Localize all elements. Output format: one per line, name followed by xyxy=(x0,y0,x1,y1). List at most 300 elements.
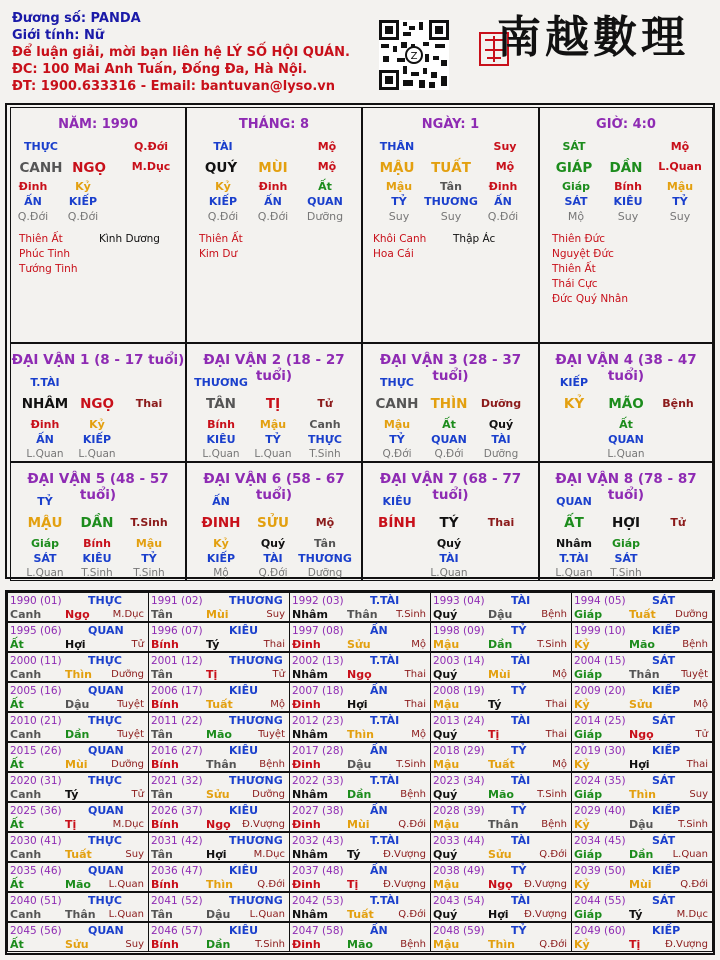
year-chi: Mão xyxy=(629,638,655,651)
year-label: 1990 (01) xyxy=(10,595,62,607)
year-cell xyxy=(430,892,572,922)
year-cell xyxy=(7,922,149,952)
pillar-chi-state: M.Dục xyxy=(131,160,171,173)
hidden-can: Mậu xyxy=(383,418,411,431)
dai-van-state: T.Sinh xyxy=(130,516,168,529)
year-state: Đ.Vượng xyxy=(524,909,567,920)
year-can: Quý xyxy=(433,668,458,681)
year-god: T.TÀI xyxy=(370,714,400,727)
year-god: KIÊU xyxy=(229,684,259,697)
hidden-can: Kỷ xyxy=(213,537,229,550)
year-line-2 xyxy=(10,668,146,682)
year-god: TÀI xyxy=(511,774,531,787)
year-label: 2048 (59) xyxy=(433,925,485,937)
year-label: 1996 (07) xyxy=(151,625,203,637)
year-god: THƯƠNG xyxy=(229,774,283,787)
year-god: KIẾP xyxy=(652,624,681,637)
year-god: TÀI xyxy=(511,654,531,667)
dai-van-chi: DẦN xyxy=(80,515,114,531)
pillar-chi-state: L.Quan xyxy=(658,160,702,173)
year-state: Đ.Vượng xyxy=(665,939,708,950)
pillar-can: GIÁP xyxy=(555,160,593,176)
year-chi: Thân xyxy=(629,668,660,681)
year-chi: Ngọ xyxy=(488,878,513,891)
year-line-1 xyxy=(574,684,710,698)
hidden-god: ẤN xyxy=(264,195,282,208)
year-state: Q.Đới xyxy=(680,879,708,890)
hidden-god: THƯƠNG xyxy=(298,552,352,565)
year-cell xyxy=(148,742,290,772)
dai-van-state: Tử xyxy=(670,516,686,529)
year-state: L.Quan xyxy=(108,909,144,920)
year-line-1 xyxy=(433,744,569,758)
year-god: THƯƠNG xyxy=(229,594,283,607)
year-label: 1997 (08) xyxy=(292,625,344,637)
year-line-1 xyxy=(292,804,428,818)
year-label: 2044 (55) xyxy=(574,895,626,907)
year-cell xyxy=(571,922,713,952)
year-chi: Thân xyxy=(347,608,378,621)
dai-van-can: ẤT xyxy=(564,515,584,531)
year-chi: Hợi xyxy=(488,908,509,921)
pillar-chi: DẦN xyxy=(609,160,643,176)
year-cell xyxy=(430,652,572,682)
year-state: Tuyệt xyxy=(117,699,144,710)
hidden-god: THƯƠNG xyxy=(424,195,478,208)
pillar-chi-state: Mộ xyxy=(317,160,337,173)
year-line-1 xyxy=(292,834,428,848)
hidden-state: Suy xyxy=(669,210,691,223)
hidden-state: T.Sinh xyxy=(81,567,113,579)
year-god: TỶ xyxy=(511,624,527,637)
year-line-2 xyxy=(151,908,287,922)
year-cell xyxy=(289,832,431,862)
pillar-chi: TUẤT xyxy=(431,160,471,176)
year-chi: Ngọ xyxy=(347,668,372,681)
year-line-2 xyxy=(574,698,710,712)
star: Thiên Ất xyxy=(19,233,63,245)
year-can: Quý xyxy=(433,848,458,861)
year-can: Canh xyxy=(10,668,42,681)
hidden-god: ẤN xyxy=(24,195,42,208)
year-can: Giáp xyxy=(574,668,603,681)
year-label: 2006 (17) xyxy=(151,685,203,697)
year-god: KIẾP xyxy=(652,744,681,757)
year-label: 2019 (30) xyxy=(574,745,626,757)
year-cell xyxy=(7,862,149,892)
hidden-god: TÀI xyxy=(491,433,511,446)
year-chi: Tị xyxy=(629,938,641,951)
year-can: Tân xyxy=(151,908,173,921)
year-state: Bệnh xyxy=(541,819,567,830)
hidden-state: Suy xyxy=(388,210,410,223)
year-state: Suy xyxy=(266,609,285,620)
year-chi: Sửu xyxy=(206,788,230,801)
year-god: KIẾP xyxy=(652,684,681,697)
year-god: QUAN xyxy=(88,864,124,877)
year-cell xyxy=(430,772,572,802)
star-list-right xyxy=(453,232,495,247)
dai-van-cell xyxy=(539,343,713,462)
year-line-1 xyxy=(433,654,569,668)
year-line-2 xyxy=(433,758,569,772)
year-chi: Thìn xyxy=(65,668,92,681)
year-label: 2037 (48) xyxy=(292,865,344,877)
year-state: Mộ xyxy=(693,699,708,710)
hidden-state: L.Quan xyxy=(430,567,468,579)
pillar-chi: MÙI xyxy=(258,160,288,176)
year-line-1 xyxy=(10,744,146,758)
year-state: Thai xyxy=(404,699,426,710)
year-state: Tuyệt xyxy=(681,669,708,680)
year-chi: Tuất xyxy=(629,608,656,621)
year-cell xyxy=(571,592,713,622)
year-can: Đinh xyxy=(292,818,321,831)
hidden-state: Q.Đới xyxy=(257,210,289,223)
year-chi: Sửu xyxy=(488,848,512,861)
year-god: T.TÀI xyxy=(370,594,400,607)
year-state: Mộ xyxy=(411,729,426,740)
dai-van-god: TỶ xyxy=(37,495,53,508)
year-cell xyxy=(289,742,431,772)
year-can: Giáp xyxy=(574,788,603,801)
year-label: 2047 (58) xyxy=(292,925,344,937)
year-god: THỰC xyxy=(88,894,122,907)
year-god: T.TÀI xyxy=(370,834,400,847)
year-can: Quý xyxy=(433,788,458,801)
phone-email-line: ĐT: 1900.633316 - Email: bantuvan@lyso.vn xyxy=(12,79,336,94)
dai-van-title: ĐẠI VẬN 5 (48 - 57 tuổi) xyxy=(27,471,169,503)
hidden-can: Bính xyxy=(207,418,235,431)
year-label: 2039 (50) xyxy=(574,865,626,877)
year-cell xyxy=(571,622,713,652)
contact-line: Để luận giải, mời bạn liên hệ LÝ SỐ HỘI QUÁN. xyxy=(12,45,350,60)
year-chi: Mùi xyxy=(347,818,370,831)
dai-van-god: KIÊU xyxy=(382,495,412,508)
hidden-state: Suy xyxy=(440,210,462,223)
year-cell xyxy=(289,592,431,622)
pillar-state: Mộ xyxy=(317,140,337,153)
year-line-2 xyxy=(10,818,146,832)
year-line-2 xyxy=(292,728,428,742)
year-state: Đ.Vượng xyxy=(383,849,426,860)
year-line-2 xyxy=(151,668,287,682)
year-state: Thai xyxy=(404,669,426,680)
year-line-2 xyxy=(433,728,569,742)
year-line-1 xyxy=(151,774,287,788)
year-god: ẤN xyxy=(370,864,388,877)
hidden-god: TÀI xyxy=(439,552,459,565)
year-cell xyxy=(7,802,149,832)
year-line-2 xyxy=(574,668,710,682)
dai-van-god: ẤN xyxy=(212,495,230,508)
year-label: 2025 (36) xyxy=(10,805,62,817)
hidden-can: Kỷ xyxy=(215,180,231,193)
hidden-god: SÁT xyxy=(564,195,588,208)
year-god: T.TÀI xyxy=(370,894,400,907)
year-line-2 xyxy=(292,638,428,652)
hidden-state: L.Quan xyxy=(26,567,64,579)
year-chi: Tuất xyxy=(347,908,374,921)
year-state: Suy xyxy=(125,849,144,860)
year-cell xyxy=(571,682,713,712)
year-cell xyxy=(148,592,290,622)
year-cell xyxy=(7,772,149,802)
hidden-god: SÁT xyxy=(614,552,638,565)
dai-van-cell xyxy=(539,462,713,581)
year-line-1 xyxy=(151,714,287,728)
year-chi: Ngọ xyxy=(629,728,654,741)
year-line-2 xyxy=(292,758,428,772)
hidden-state: T.Sinh xyxy=(133,567,165,579)
year-label: 2033 (44) xyxy=(433,835,485,847)
year-god: TỶ xyxy=(511,924,527,937)
year-line-1 xyxy=(292,894,428,908)
year-line-1 xyxy=(10,834,146,848)
year-cell xyxy=(7,892,149,922)
pillar-title: GIỜ: 4:0 xyxy=(596,117,656,132)
year-chi: Dần xyxy=(65,728,90,741)
year-god: TÀI xyxy=(511,594,531,607)
hidden-can: Mậu xyxy=(135,537,163,550)
year-cell xyxy=(430,862,572,892)
year-label: 2042 (53) xyxy=(292,895,344,907)
year-can: Kỷ xyxy=(574,698,590,711)
year-chi: Tị xyxy=(206,668,218,681)
year-label: 2007 (18) xyxy=(292,685,344,697)
year-line-1 xyxy=(10,624,146,638)
year-cell xyxy=(148,682,290,712)
year-chi: Tuất xyxy=(488,758,515,771)
year-line-2 xyxy=(151,608,287,622)
year-line-1 xyxy=(433,774,569,788)
year-state: Bệnh xyxy=(400,939,426,950)
pillar-month xyxy=(186,107,362,343)
year-god: THƯƠNG xyxy=(229,894,283,907)
year-cell xyxy=(148,772,290,802)
year-god: SÁT xyxy=(652,594,676,607)
year-label: 2041 (52) xyxy=(151,895,203,907)
year-label: 2013 (24) xyxy=(433,715,485,727)
year-cell xyxy=(7,592,149,622)
year-line-1 xyxy=(433,864,569,878)
year-state: Mộ xyxy=(270,699,285,710)
dai-van-can: ĐINH xyxy=(201,515,241,531)
year-can: Ất xyxy=(10,818,24,831)
year-state: T.Sinh xyxy=(396,609,426,620)
year-can: Kỷ xyxy=(574,818,590,831)
year-can: Ất xyxy=(10,638,24,651)
star: Kình Dương xyxy=(99,233,160,245)
year-line-1 xyxy=(292,684,428,698)
year-line-2 xyxy=(574,878,710,892)
year-cell xyxy=(148,892,290,922)
year-label: 2015 (26) xyxy=(10,745,62,757)
year-god: KIÊU xyxy=(229,864,259,877)
hidden-god: TỶ xyxy=(672,195,688,208)
year-god: QUAN xyxy=(88,804,124,817)
year-can: Mậu xyxy=(433,638,460,651)
year-state: Mộ xyxy=(552,669,567,680)
year-line-2 xyxy=(10,608,146,622)
year-label: 1995 (06) xyxy=(10,625,62,637)
year-line-1 xyxy=(574,594,710,608)
year-cell xyxy=(148,652,290,682)
year-label: 2005 (16) xyxy=(10,685,62,697)
year-state: T.Sinh xyxy=(537,639,567,650)
year-line-1 xyxy=(574,804,710,818)
dai-van-title: ĐẠI VẬN 4 (38 - 47 tuổi) xyxy=(555,352,697,384)
year-chi: Dậu xyxy=(206,908,231,921)
hidden-state: L.Quan xyxy=(555,567,593,579)
year-chi: Dần xyxy=(488,638,513,651)
year-line-2 xyxy=(292,608,428,622)
year-cell xyxy=(571,832,713,862)
year-state: Bệnh xyxy=(259,759,285,770)
dai-van-chi: THÌN xyxy=(430,396,468,412)
year-chi: Hợi xyxy=(347,698,368,711)
hidden-god: T.TÀI xyxy=(559,552,589,565)
year-label: 2046 (57) xyxy=(151,925,203,937)
year-god: QUAN xyxy=(88,924,124,937)
year-state: L.Quan xyxy=(249,909,285,920)
year-line-1 xyxy=(574,834,710,848)
year-line-1 xyxy=(10,924,146,938)
pillar-god: THÂN xyxy=(379,140,415,153)
dai-van-cell xyxy=(10,343,186,462)
hidden-god: KIẾP xyxy=(68,195,98,208)
year-label: 1994 (05) xyxy=(574,595,626,607)
year-line-2 xyxy=(10,788,146,802)
hidden-state: T.Sinh xyxy=(309,448,341,460)
year-can: Đinh xyxy=(292,758,321,771)
pillar-god: THỰC xyxy=(24,140,58,153)
year-cell xyxy=(571,772,713,802)
year-chi: Mão xyxy=(65,878,91,891)
year-label: 2009 (20) xyxy=(574,685,626,697)
year-can: Canh xyxy=(10,608,42,621)
dai-van-cell xyxy=(186,462,362,581)
gender-line: Giới tính: Nữ xyxy=(12,28,105,43)
year-can: Giáp xyxy=(574,728,603,741)
hidden-can: Kỷ xyxy=(89,418,105,431)
hidden-can: Bính xyxy=(614,180,642,193)
hidden-state: Q.Đới xyxy=(434,448,464,460)
year-state: Q.Đới xyxy=(539,939,567,950)
hidden-god: QUAN xyxy=(307,195,343,208)
star: Thiên Đức xyxy=(552,233,606,245)
year-cell xyxy=(430,592,572,622)
hidden-state: Q.Đới xyxy=(258,567,288,579)
year-god: THỰC xyxy=(88,654,122,667)
hidden-state: L.Quan xyxy=(202,448,240,460)
year-line-1 xyxy=(433,804,569,818)
year-can: Nhâm xyxy=(292,608,328,621)
year-chi: Dần xyxy=(629,848,654,861)
hidden-state: Q.Đới xyxy=(17,210,49,223)
hidden-state: Mộ xyxy=(213,567,229,579)
year-line-2 xyxy=(433,818,569,832)
hidden-can: Canh xyxy=(309,418,341,431)
year-state: L.Quan xyxy=(672,849,708,860)
year-line-1 xyxy=(574,774,710,788)
year-cell xyxy=(571,652,713,682)
year-cell xyxy=(148,622,290,652)
star-list-right xyxy=(99,232,160,247)
year-line-1 xyxy=(433,594,569,608)
hidden-state: Dưỡng xyxy=(483,448,519,460)
year-god: ẤN xyxy=(370,744,388,757)
hidden-god: TỶ xyxy=(141,552,157,565)
year-god: SÁT xyxy=(652,894,676,907)
year-can: Canh xyxy=(10,728,42,741)
dai-van-cell xyxy=(10,462,186,581)
hidden-can: Mậu xyxy=(385,180,413,193)
year-can: Đinh xyxy=(292,878,321,891)
year-line-2 xyxy=(574,938,710,952)
dai-van-title: ĐẠI VẬN 6 (58 - 67 tuổi) xyxy=(203,471,345,503)
hidden-can: Giáp xyxy=(611,537,641,550)
year-chi: Tý xyxy=(629,908,643,921)
hidden-god: KIÊU xyxy=(82,552,112,565)
year-cell xyxy=(7,742,149,772)
svg-text:Z: Z xyxy=(410,51,418,62)
year-label: 2024 (35) xyxy=(574,775,626,787)
year-chi: Thìn xyxy=(488,938,515,951)
year-god: THƯƠNG xyxy=(229,654,283,667)
year-cell xyxy=(571,862,713,892)
year-line-1 xyxy=(292,654,428,668)
year-cell xyxy=(148,832,290,862)
year-state: Tử xyxy=(131,639,144,650)
pillar-state: Q.Đới xyxy=(133,140,169,153)
year-god: TÀI xyxy=(511,714,531,727)
dai-van-cell xyxy=(186,343,362,462)
pillar-can: QUÝ xyxy=(204,160,238,176)
year-line-1 xyxy=(10,774,146,788)
year-god: KIÊU xyxy=(229,624,259,637)
year-line-2 xyxy=(292,788,428,802)
year-chi: Ngọ xyxy=(65,608,90,621)
pillar-state: Mộ xyxy=(670,140,690,153)
hidden-can: Kỷ xyxy=(75,180,91,193)
year-chi: Tị xyxy=(488,728,500,741)
year-label: 2010 (21) xyxy=(10,715,62,727)
year-cell xyxy=(430,832,572,862)
hidden-god: ẤN xyxy=(494,195,512,208)
star: Thiên Ất xyxy=(552,263,596,275)
year-line-2 xyxy=(292,698,428,712)
year-god: ẤN xyxy=(370,624,388,637)
hidden-state: L.Quan xyxy=(254,448,292,460)
year-state: Đ.Vượng xyxy=(524,879,567,890)
hidden-can: Tân xyxy=(314,537,336,550)
year-can: Giáp xyxy=(574,908,603,921)
year-state: M.Dục xyxy=(676,909,708,920)
year-line-1 xyxy=(574,894,710,908)
year-line-2 xyxy=(574,818,710,832)
chart-grid xyxy=(5,103,715,579)
year-line-2 xyxy=(151,638,287,652)
year-label: 2026 (37) xyxy=(151,805,203,817)
year-chi: Tý xyxy=(347,848,361,861)
year-label: 1991 (02) xyxy=(151,595,203,607)
year-can: Bính xyxy=(151,818,179,831)
year-line-1 xyxy=(151,654,287,668)
year-label: 1998 (09) xyxy=(433,625,485,637)
year-state: Suy xyxy=(689,789,708,800)
pillar-day xyxy=(362,107,539,343)
